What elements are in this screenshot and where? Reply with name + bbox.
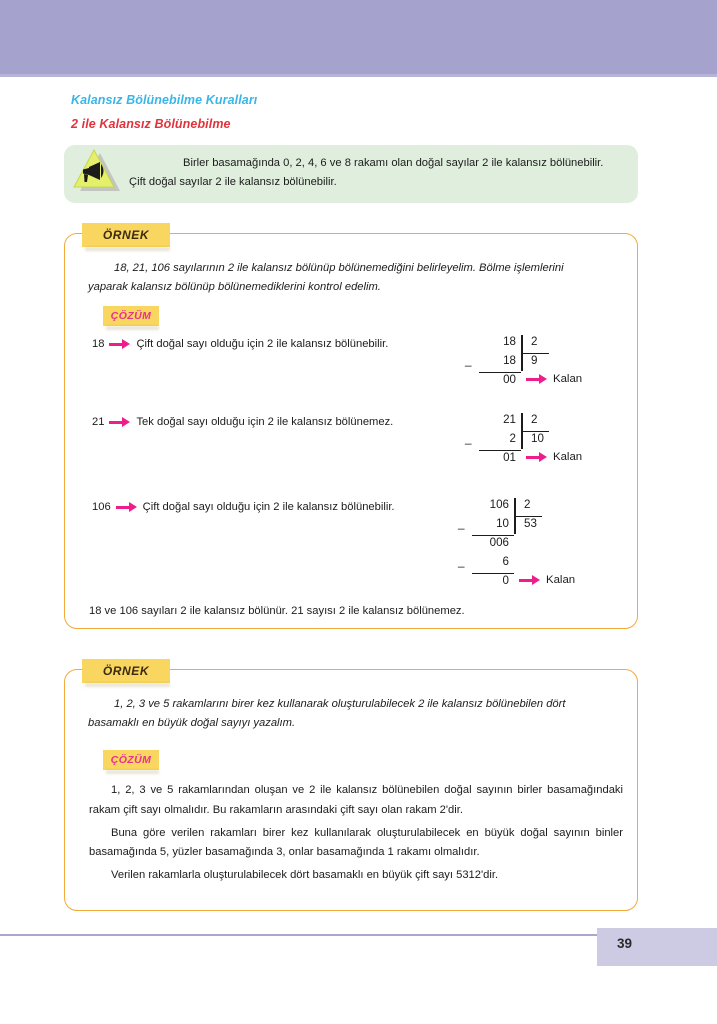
example-2-paragraph-2: Buna göre verilen rakamları birer kez kullanılarak oluşturulabilecek en büyük doğal sayının binler basamağında 5, yüzler basamağında 3, onlar basamağında 1 rakamı olmalıdır.: [89, 826, 623, 858]
rule-line-1: Birler basamağında 0, 2, 4, 6 ve 8 rakamı olan doğal sayılar 2 ile kalansız bölünebilir.: [183, 157, 604, 169]
arrow-right-icon: [109, 417, 131, 427]
division-1-quotient: 9: [531, 354, 538, 367]
example-2-question-line-1: 1, 2, 3 ve 5 rakamlarını birer kez kullanarak oluşturulabilecek 2 ile kalansız bölünebilen dört: [114, 698, 566, 710]
division-1-subtraction-line: [479, 372, 521, 373]
example-2-question-line-2: basamaklı en büyük doğal sayıyı yazalım.: [88, 717, 296, 729]
example-2-paragraph-3: Verilen rakamlarla oluşturulabilecek dört basamaklı en büyük çift sayı 5312'dir.: [111, 869, 499, 881]
division-3-dividend: 106: [489, 498, 509, 511]
cozum-tab-2-label: ÇÖZÜM: [110, 754, 152, 766]
example-1-conclusion-text: 18 ve 106 sayıları 2 ile kalansız bölünür. 21 sayısı 2 ile kalansız bölünemez.: [89, 605, 465, 617]
example-1-row-1-number: 18: [92, 338, 105, 350]
division-3-subtrahend: 10: [496, 517, 509, 530]
division-2-minus-sign: _: [465, 432, 472, 445]
arrow-right-icon: [526, 452, 548, 462]
ornek-tab-1: [82, 223, 170, 247]
arrow-right-icon: [526, 374, 548, 384]
division-2-remainder: 01: [503, 451, 516, 464]
example-1-row-3-text: Çift doğal sayı olduğu için 2 ile kalansız bölünebilir.: [142, 501, 395, 513]
division-3-divisor-underline: [514, 516, 542, 517]
rule-text: [129, 154, 629, 192]
ornek-tab-2-label: ÖRNEK: [102, 664, 150, 678]
arrow-right-icon: [519, 575, 541, 585]
cozum-tab-1: [103, 306, 159, 326]
division-1-remainder: 00: [503, 373, 516, 386]
cozum-tab-2: [103, 750, 159, 770]
example-1-conclusion: [89, 602, 609, 621]
page-number-box: [597, 928, 717, 966]
division-2-divisor-underline: [521, 431, 549, 432]
arrow-right-icon: [109, 339, 131, 349]
example-1-kalan-2: [521, 451, 582, 463]
example-1-question-line-2: yaparak kalansız bölünüp bölünemediklerini kontrol edelim.: [88, 281, 381, 293]
rule-line-2: Çift doğal sayılar 2 ile kalansız bölünebilir.: [129, 176, 337, 188]
division-1-subtrahend: 18: [503, 354, 516, 367]
example-1-row-3-statement: [92, 501, 395, 513]
example-1-kalan-1: [521, 373, 582, 385]
division-2-subtraction-line: [479, 450, 521, 451]
example-1-question: [88, 259, 618, 297]
kalan-label: Kalan: [546, 574, 576, 586]
division-3-subtraction-line-2: [472, 573, 514, 574]
kalan-label: Kalan: [553, 373, 583, 385]
example-2-solution: [89, 781, 623, 889]
cozum-tab-1-label: ÇÖZÜM: [110, 310, 152, 322]
example-1-kalan-3: [514, 574, 575, 586]
division-3-quotient: 53: [524, 517, 537, 530]
division-3-subtraction-line-1: [472, 535, 514, 536]
ornek-tab-2: [82, 659, 170, 683]
division-1-minus-sign: _: [465, 354, 472, 367]
page-number: 39: [617, 936, 633, 951]
ornek-tab-1-label: ÖRNEK: [102, 228, 150, 242]
division-3-divisor: 2: [524, 498, 531, 511]
example-1-row-1-text: Çift doğal sayı olduğu için 2 ile kalansız bölünebilir.: [136, 338, 389, 350]
example-1-row-2-number: 21: [92, 416, 105, 428]
example-1-question-line-1: 18, 21, 106 sayılarının 2 ile kalansız bölünüp bölünemediğini belirleyelim. Bölme işlemlerini: [114, 262, 564, 274]
page-title: Kalansız Bölünebilme Kuralları: [71, 93, 258, 107]
page-subtitle: 2 ile Kalansız Bölünebilme: [71, 117, 231, 131]
example-1-row-2-text: Tek doğal sayı olduğu için 2 ile kalansız bölünemez.: [136, 416, 394, 428]
header-band-edge: [0, 74, 717, 77]
footer-divider: [0, 934, 600, 936]
division-2-quotient: 10: [531, 432, 544, 445]
example-1-row-1-statement: [92, 338, 388, 350]
kalan-label: Kalan: [553, 451, 583, 463]
division-1-divisor: 2: [531, 335, 538, 348]
arrow-right-icon: [116, 502, 138, 512]
division-3-minus-sign-2: _: [458, 555, 465, 568]
division-3-bringdown: 006: [489, 536, 509, 549]
page-header-band: [0, 0, 717, 77]
megaphone-triangle-icon: [68, 147, 126, 199]
example-1-row-3-number: 106: [92, 501, 111, 513]
division-3-subtrahend-2: 6: [502, 555, 509, 568]
division-2-subtrahend: 2: [509, 432, 516, 445]
rule-callout-box: [64, 145, 638, 203]
example-2-paragraph-1: 1, 2, 3 ve 5 rakamlarından oluşan ve 2 ile kalansız bölünebilen doğal sayının birler basamağındaki rakam çift sayı olmalıdır. Bu rakamların arasındaki çift sayı olan rakam 2'dir.: [89, 784, 623, 816]
division-3-remainder: 0: [502, 574, 509, 587]
example-1-row-2-statement: [92, 416, 393, 428]
division-1-dividend: 18: [503, 335, 516, 348]
division-2-divisor: 2: [531, 413, 538, 426]
division-3-minus-sign: _: [458, 517, 465, 530]
example-2-question: [88, 695, 625, 733]
division-2-dividend: 21: [503, 413, 516, 426]
division-1-divisor-underline: [521, 353, 549, 354]
